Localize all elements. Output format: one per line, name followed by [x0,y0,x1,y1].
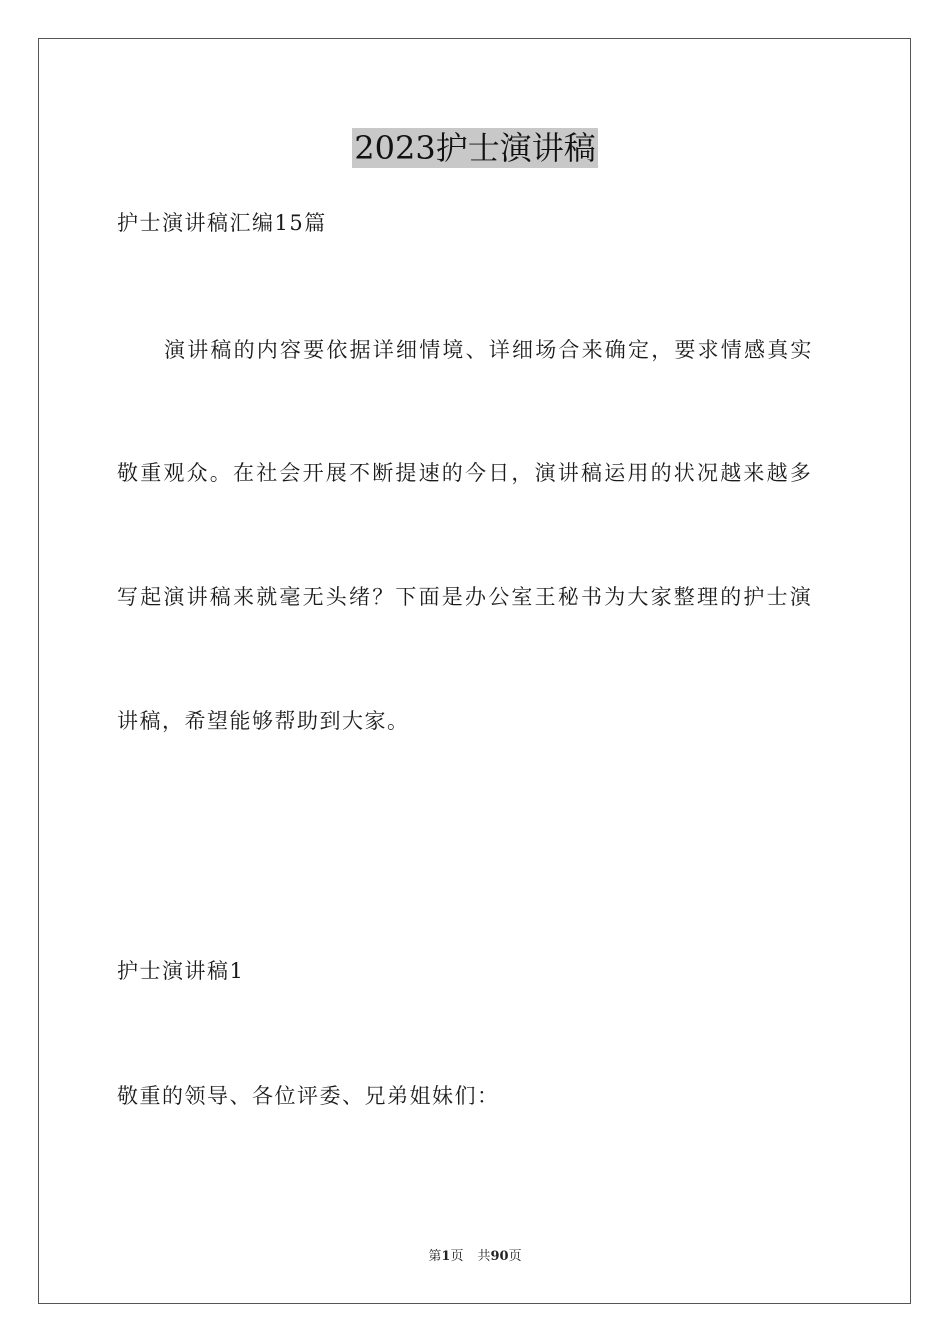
document-title: 2023护士演讲稿 [354,129,596,167]
total-prefix: 共 [477,1249,491,1264]
intro-line-1: 演讲稿的内容要依据详细情境、详细场合来确定，要求情感真实 [164,338,814,362]
salutation: 敬重的领导、各位评委、兄弟姐妹们： [117,1084,500,1108]
intro-line-4: 讲稿，希望能够帮助到大家。 [117,709,410,733]
title-container [0,128,950,168]
page-number: 1 [441,1249,451,1264]
total-pages: 90 [490,1249,509,1264]
total-suffix: 页 [508,1249,522,1264]
page-suffix: 页 [450,1249,464,1264]
document-subtitle: 护士演讲稿汇编15篇 [117,211,327,235]
page-footer [0,1248,950,1266]
intro-line-2: 敬重观众。在社会开展不断提速的今日，演讲稿运用的状况越来越多 [117,461,813,485]
intro-line-3: 写起演讲稿来就毫无头绪？下面是办公室王秘书为大家整理的护士演 [117,585,813,609]
section-heading: 护士演讲稿1 [117,959,245,983]
page-prefix: 第 [428,1249,442,1264]
